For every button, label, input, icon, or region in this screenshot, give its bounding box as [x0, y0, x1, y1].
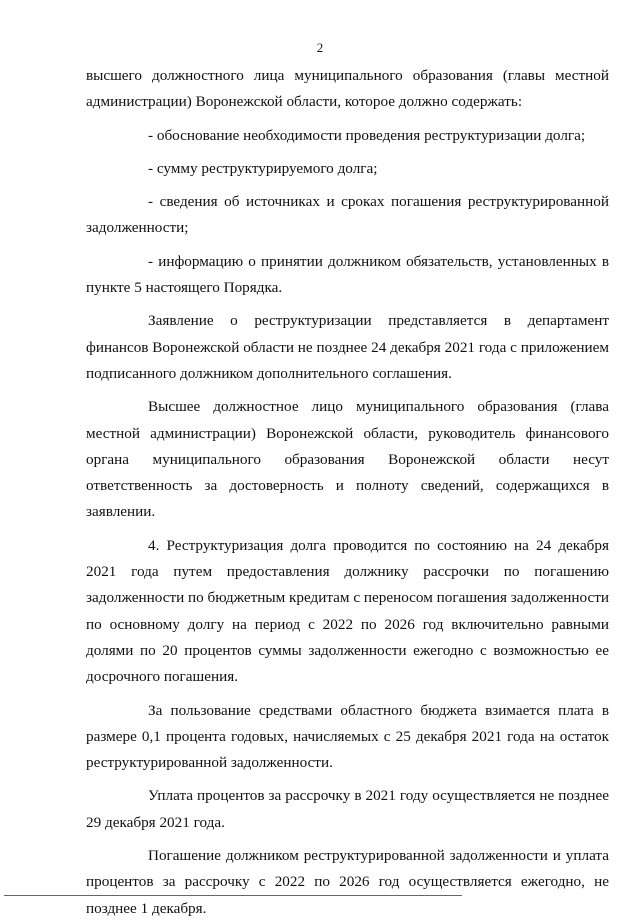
- document-body: [86, 63, 609, 922]
- list-item-sources-and-terms: - сведения об источниках и сроках погашения реструктурированной задолженности;: [86, 193, 609, 237]
- paragraph-repayment-schedule: Погашение должником реструктурированной задолженности и уплата процентов за рассрочку с 2022 по 2026 год осуществляется ежегодно, не позднее 1 декабря.: [86, 847, 609, 917]
- paragraph-section-4: 4. Реструктуризация долга проводится по состоянию на 24 декабря 2021 года путем предоставления должнику рассрочки по погашению задолженности по бюджетным кредитам с переносом погашения задолженности по основному долгу на период с 2022 по 2026 год включительно равными долями по 20 процентов суммы задолженности ежегодно с возможностью ее досрочного погашения.: [86, 536, 609, 686]
- paragraph-continuation: высшего должностного лица муниципального образования (главы местной администрации) Воронежской области, которое должно содержать:: [86, 67, 609, 111]
- list-item-justification: - обоснование необходимости проведения реструктуризации долга;: [148, 126, 586, 144]
- footer-divider: [4, 895, 462, 896]
- paragraph-interest-fee: За пользование средствами областного бюджета взимается плата в размере 0,1 процента годовых, начисляемых с 25 декабря 2021 года на остаток реструктурированной задолженности.: [86, 701, 609, 772]
- paragraph-interest-payment-2021: Уплата процентов за рассрочку в 2021 году осуществляется не позднее 29 декабря 2021 года.: [86, 787, 609, 831]
- list-item-debt-amount: - сумму реструктурируемого долга;: [148, 159, 378, 177]
- paragraph-application-submission: Заявление о реструктуризации представляется в департамент финансов Воронежской области не позднее 24 декабря 2021 года с приложением подписанного должником дополнительного соглашения.: [86, 312, 609, 382]
- list-item-obligations: - информацию о принятии должником обязательств, установленных в пункте 5 настоящего Порядка.: [86, 252, 609, 297]
- paragraph-responsibility: Высшее должностное лицо муниципального образования (глава местной администрации) Воронежской области, руководитель финансового органа муниципального образования Воронежской области несут ответственность за достоверность и полноту сведений, содержащихся в заявлении.: [86, 398, 609, 521]
- page-number: 2: [316, 40, 324, 55]
